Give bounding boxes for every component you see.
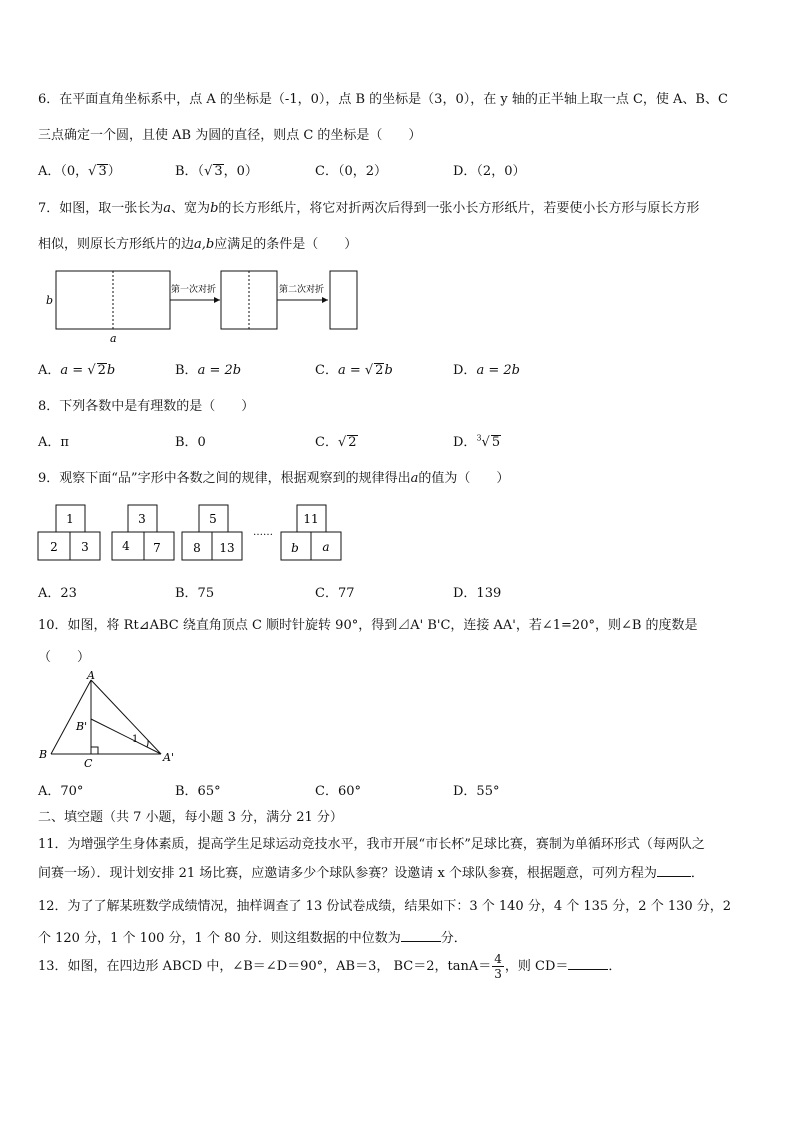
q8-options: [38, 431, 758, 451]
q9-option-d: D．139: [453, 586, 502, 601]
q8-option-a: A．π: [38, 435, 69, 450]
q6-option-b: B．（√ 3，0）: [175, 164, 258, 179]
q10-options: [38, 780, 758, 800]
label-angle-1: 1: [132, 734, 139, 745]
q6-option-c: C．（0，2）: [315, 164, 387, 179]
side-ab: [51, 680, 91, 754]
q12-stem-line2: 个 120 分，1 个 100 分，1 个 80 分．则这组数据的中位数为 分．: [38, 931, 467, 946]
group3-left: 8: [193, 541, 201, 555]
label-b: b: [46, 294, 54, 307]
q7-stem-line2: 相似，则原长方形纸片的边a,b应满足的条件是（ ）: [38, 237, 358, 252]
q10-stem-line2: （ ）: [38, 650, 91, 665]
arrow-1-head: [214, 297, 220, 303]
q13-answer-blank[interactable]: [568, 957, 608, 970]
q9-option-c: C．77: [315, 586, 355, 601]
q8-option-b: B．0: [175, 435, 206, 450]
q11-answer-blank[interactable]: [657, 864, 691, 877]
q9-stem: 9．观察下面“品”字形中各数之间的规律，根据观察到的规律得出a的值为（ ）: [38, 471, 510, 486]
group3-top: 5: [209, 512, 217, 526]
group2-right: 7: [153, 541, 161, 555]
group2-top: 3: [138, 512, 146, 526]
q7-stem-line1: 7．如图，取一张长为a、宽为b的长方形纸片，将它对折两次后得到一张小长方形纸片，若要使小长方形与原长方形: [38, 201, 700, 216]
q10-option-b: B．65°: [175, 784, 221, 799]
pin-group-3: [182, 505, 242, 560]
group4-top: 11: [303, 512, 319, 526]
tan-fraction: $\frac{4}{3}$: [494, 952, 502, 981]
right-angle-mark: [91, 747, 98, 754]
label-A-prime: A': [163, 751, 174, 764]
q7-option-b: B．a = 2b: [175, 363, 242, 378]
label-B: B: [39, 748, 48, 761]
q9-pin-figure: [36, 502, 356, 562]
q10-stem-line1: 10．如图，将 Rt⊿ABC 绕直角顶点 C 顺时针旋转 90°，得到⊿A' B'C，连接 AA'，若∠1=20°，则∠B 的度数是: [38, 618, 698, 633]
group1-right: 3: [81, 540, 89, 554]
pin-group-2: [112, 505, 174, 560]
group4-left: b: [291, 541, 299, 555]
label-A: A: [87, 669, 95, 682]
q9-options: [38, 582, 758, 602]
q13-stem: 13．如图，在四边形 ABCD 中，∠B＝∠D＝90°，AB＝3， BC＝2，tanA＝ $\frac{4}{3}$ ，则 CD＝ ．: [38, 952, 622, 981]
q9-option-a: A．23: [38, 586, 77, 601]
q7-folding-figure: [40, 266, 370, 348]
q6-options: [38, 160, 758, 180]
group4-right: a: [322, 540, 330, 554]
q12-answer-blank[interactable]: [401, 929, 441, 942]
folded-twice-rectangle: [330, 271, 357, 329]
q12-stem-line1: 12．为了了解某班数学成绩情况，抽样调查了 13 份试卷成绩，结果如下：3 个 140 分，4 个 135 分，2 个 130 分，2: [38, 899, 732, 914]
group2-left: 4: [122, 539, 130, 553]
ellipsis: ……: [253, 527, 273, 538]
section-heading: 二、填空题（共 7 小题，每小题 3 分，满分 21 分）: [38, 810, 343, 825]
group3-right: 13: [219, 541, 235, 555]
q10-option-c: C．60°: [315, 784, 361, 799]
side-aa-prime: [91, 680, 161, 754]
label-C: C: [84, 757, 93, 770]
q6-option-d: D．（2，0）: [453, 164, 526, 179]
angle-1-arc: [147, 740, 148, 747]
q7-option-a: A．a = √ 2b: [38, 363, 116, 378]
q8-option-c: C．√ 2: [315, 435, 357, 450]
side-b-prime-a-prime: [91, 719, 161, 754]
pin-group-4: [281, 505, 341, 560]
q10-option-a: A．70°: [38, 784, 84, 799]
pin-group-1: [38, 505, 100, 560]
q7-options: [38, 359, 758, 379]
group1-left: 2: [50, 540, 58, 554]
label-B-prime: B': [76, 720, 88, 733]
q7-option-d: D．a = 2b: [453, 363, 520, 378]
q8-option-d: D．$^3$√ 5: [453, 433, 501, 450]
q10-triangle-figure: [36, 668, 186, 772]
q7-option-c: C．a = √ 2b: [315, 363, 393, 378]
q10-option-d: D．55°: [453, 784, 500, 799]
q6-stem-line2: 三点确定一个圆，且使 AB 为圆的直径，则点 C 的坐标是（ ）: [38, 128, 422, 143]
label-a: a: [110, 332, 117, 345]
arrow-2-head: [322, 297, 328, 303]
q11-stem-line1: 11．为增强学生身体素质，提高学生足球运动竞技水平，我市开展“市长杯”足球比赛，赛制为单循环形式（每两队之: [38, 837, 705, 852]
q11-stem-line2: 间赛一场）．现计划安排 21 场比赛，应邀请多少个球队参赛？设邀请 x 个球队参赛，根据题意，可列方程为 ．: [38, 866, 704, 881]
q6-stem-line1: 6．在平面直角坐标系中，点 A 的坐标是（-1，0），点 B 的坐标是（3，0），在 y 轴的正半轴上取一点 C，使 A、B、C: [38, 92, 728, 107]
q6-option-a: A．（0，√ 3）: [38, 164, 121, 179]
q9-option-b: B．75: [175, 586, 215, 601]
fold1-label: 第一次对折: [171, 285, 217, 295]
group1-top: 1: [66, 512, 74, 526]
fold2-label: 第二次对折: [279, 285, 325, 295]
q8-stem: 8．下列各数中是有理数的是（ ）: [38, 399, 255, 414]
